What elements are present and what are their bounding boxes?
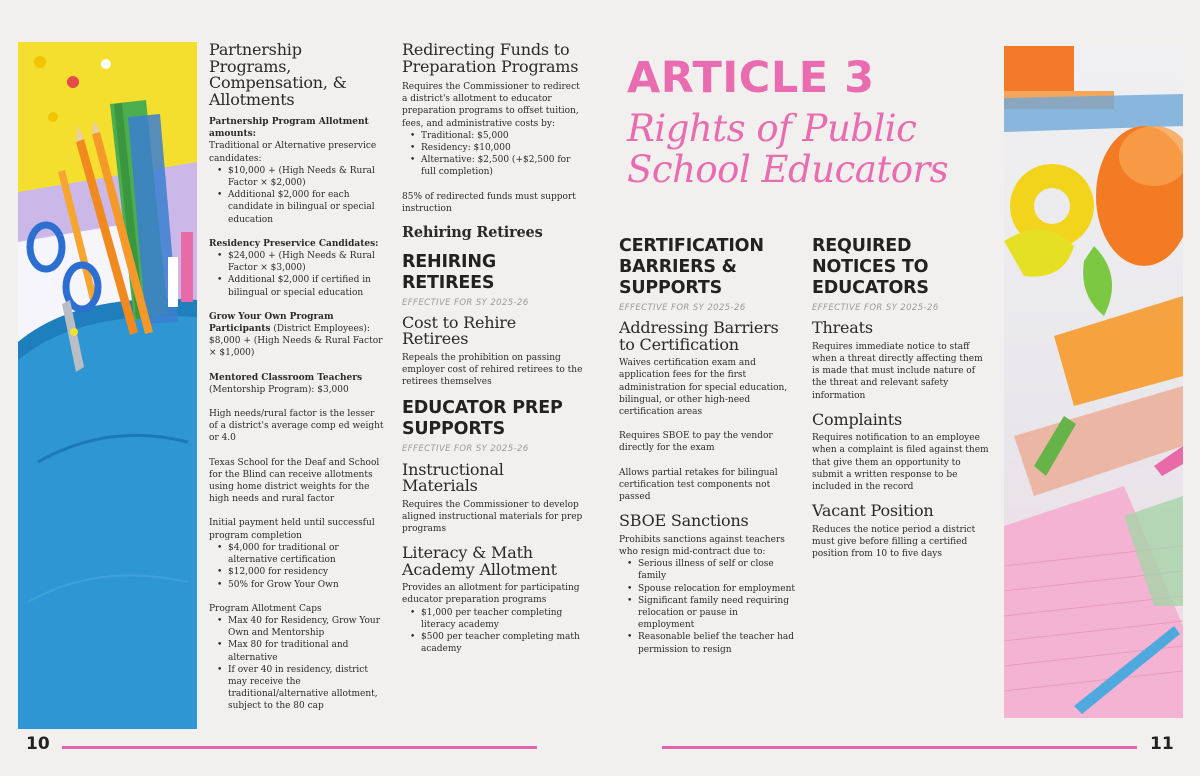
heading-rehiring-retirees: Rehiring Retirees xyxy=(402,224,543,242)
paragraph-instructional-materials: Requires the Commissioner to develop aligned instructional materials for prep programs xyxy=(402,499,583,534)
bold-label: Grow Your Own Program Participants xyxy=(209,311,334,335)
text: (District Employees): $8,000 + (High Needs & Rural Factor × $1,000) xyxy=(209,324,383,359)
bold-label: Partnership Program Allotment amounts: xyxy=(209,117,369,140)
list-item: • Max 80 for traditional and alternative xyxy=(217,639,385,663)
school-supplies-photo-left xyxy=(18,42,197,729)
heading-cost-to-rehire: Cost to Rehire Retirees xyxy=(402,312,517,349)
section-title-rehiring-retirees: REHIRING RETIREES xyxy=(402,251,496,293)
heading-literacy-math: Literacy & Math Academy Allotment xyxy=(402,543,557,579)
list-item: • $10,000 + (High Needs & Rural Factor × $2,000) xyxy=(217,165,385,189)
list-item: • Reasonable belief the teacher had permission to resign xyxy=(627,631,797,655)
effective-label: EFFECTIVE FOR SY 2025-26 xyxy=(812,303,939,313)
list-item: • Significant family need requiring relocation or pause in employment xyxy=(627,595,797,632)
heading-instructional-materials: Instructional Materials xyxy=(402,459,504,496)
list-item: • Additional $2,000 if certified in bilingual or special education xyxy=(217,274,385,298)
heading-complaints: Complaints xyxy=(812,409,903,429)
paragraph-complaints: Requires notification to an employee when a complaint is filed against them that give them an opportunity to submit a written response to be included in the record xyxy=(812,433,989,493)
column-certification-barriers xyxy=(619,236,797,656)
paragraph-mentored xyxy=(209,372,385,396)
page-number-left: 10 xyxy=(26,734,50,754)
list-caps xyxy=(209,615,385,713)
paragraph-initial-payment: Initial payment held until successful program completion xyxy=(209,518,375,541)
paragraph-grow-your-own xyxy=(209,311,385,360)
paragraph-sanctions: Prohibits sanctions against teachers who resign mid-contract due to: xyxy=(619,534,785,557)
list-literacy-math xyxy=(402,607,584,656)
paragraph-threats: Requires immediate notice to staff when a threat directly affecting them is made that must include nature of the threat and relevant safety information xyxy=(812,341,983,401)
column-required-notices xyxy=(812,236,992,560)
effective-label: EFFECTIVE FOR SY 2025-26 xyxy=(619,303,746,313)
list-item: • Serious illness of self or close family xyxy=(627,558,797,582)
paragraph-high-needs: High needs/rural factor is the lesser of a district's average comp ed weight or 4.0 xyxy=(209,409,384,444)
list-item: • Additional $2,000 for each candidate in bilingual or special education xyxy=(217,189,385,226)
section-title-educator-prep: EDUCATOR PREP SUPPORTS xyxy=(402,398,563,440)
paragraph-residency xyxy=(209,238,385,250)
page-number-right: 11 xyxy=(1150,734,1174,754)
article-title: Rights of Public School Educators xyxy=(627,107,949,191)
paragraph-cost-to-rehire: Repeals the prohibition on passing employer cost of rehired retirees to the retirees themselves xyxy=(402,352,583,388)
list-redirect xyxy=(402,130,584,179)
list-preservice xyxy=(209,165,385,226)
heading-vacant-position: Vacant Position xyxy=(812,501,934,521)
heading-threats: Threats xyxy=(812,318,873,338)
list-item: • Max 40 for Residency, Grow Your Own and Mentorship xyxy=(217,615,385,639)
heading-partnership-programs: Partnership Programs, Compensation, & Allotments xyxy=(209,40,347,109)
footer-rule-right xyxy=(662,746,1137,749)
paragraph-sboe-pay: Requires SBOE to pay the vendor directly for the exam xyxy=(619,431,773,454)
paragraph-partial-retakes: Allows partial retakes for bilingual certification test components not passed xyxy=(619,467,778,503)
list-item: • Alternative: $2,500 (+$2,500 for full completion) xyxy=(410,154,584,178)
list-item: • $1,000 per teacher completing literacy academy xyxy=(410,607,584,631)
effective-label: EFFECTIVE FOR SY 2025-26 xyxy=(402,444,529,455)
footer-rule-left xyxy=(62,746,537,749)
list-item: • $12,000 for residency xyxy=(217,566,385,578)
paragraph-literacy-math: Provides an allotment for participating educator preparation programs xyxy=(402,583,580,606)
text: Traditional or Alternative preservice candidates: xyxy=(209,141,377,164)
heading-sboe-sanctions: SBOE Sanctions xyxy=(619,511,749,531)
list-item: • If over 40 in residency, district may receive the traditional/alternative allotment, subject to the 80 cap xyxy=(217,664,385,713)
column-partnership-programs xyxy=(209,42,385,713)
heading-addressing-barriers: Addressing Barriers to Certification xyxy=(619,318,779,354)
column-redirecting-funds xyxy=(402,42,584,655)
paragraph-redirect: Requires the Commissioner to redirect a district's allotment to educator preparation programs to offset tuition, fees, and administrative costs by: xyxy=(402,82,580,129)
list-sanctions xyxy=(619,558,797,656)
paragraph-85-percent: 85% of redirected funds must support instruction xyxy=(402,191,576,214)
paragraph-caps: Program Allotment Caps xyxy=(209,603,322,614)
list-item: • $500 per teacher completing math academy xyxy=(410,631,584,655)
bold-label: Residency Preservice Candidates: xyxy=(209,238,379,249)
list-item: • $24,000 + (High Needs & Rural Factor × $3,000) xyxy=(217,250,385,274)
bold-label: Mentored Classroom Teachers xyxy=(209,372,363,383)
effective-label: EFFECTIVE FOR SY 2025-26 xyxy=(402,297,529,308)
heading-redirecting-funds: Redirecting Funds to Preparation Programs xyxy=(402,40,579,76)
section-title-certification: CERTIFICATION BARRIERS & SUPPORTS xyxy=(619,236,764,298)
text: (Mentorship Program): $3,000 xyxy=(209,384,349,395)
paragraph-deaf-blind: Texas School for the Deaf and School for the Blind can receive allotments using home district weights for the high needs and rural factor xyxy=(209,457,380,505)
list-item: • Residency: $10,000 xyxy=(410,142,584,154)
list-initial-payment xyxy=(209,542,385,591)
school-supplies-photo-right xyxy=(1004,46,1183,718)
list-item: • Spouse relocation for employment xyxy=(627,583,797,595)
article-number: ARTICLE 3 xyxy=(627,53,875,103)
list-residency xyxy=(209,250,385,299)
paragraph-waives-fees: Waives certification exam and application fees for the first administration for special education, bilingual, or other high-need certification areas xyxy=(619,358,788,418)
section-title-required-notices: REQUIRED NOTICES TO EDUCATORS xyxy=(812,236,929,298)
list-item: • 50% for Grow Your Own xyxy=(217,579,385,591)
list-item: • $4,000 for traditional or alternative certification xyxy=(217,542,385,566)
paragraph-allotment-amounts xyxy=(209,116,385,165)
list-item: • Traditional: $5,000 xyxy=(410,130,584,142)
paragraph-vacant-position: Reduces the notice period a district must give before filling a certified position from 10 to five days xyxy=(812,524,976,560)
